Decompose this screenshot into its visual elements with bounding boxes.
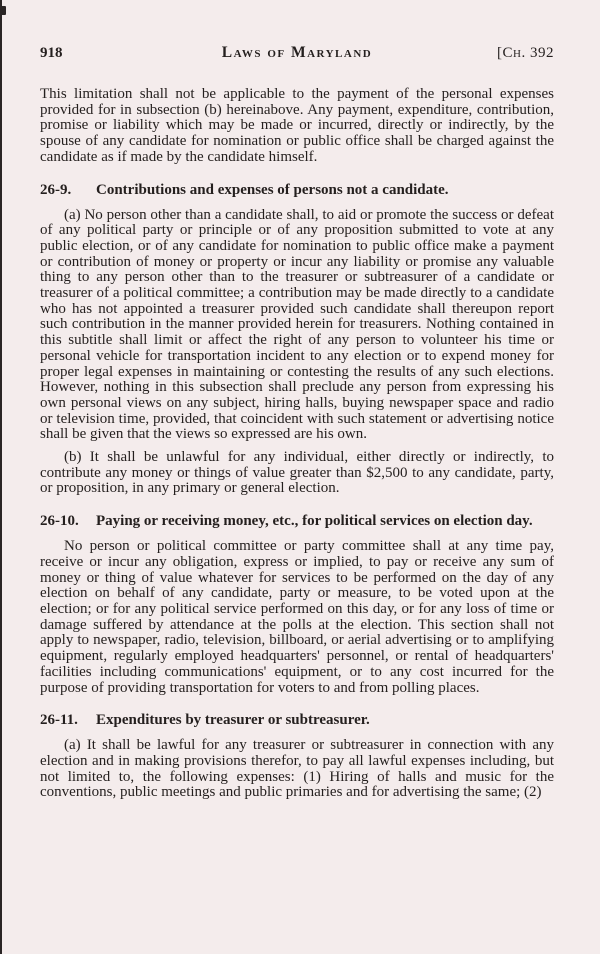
- scan-speck-artifact: [1, 6, 6, 15]
- paragraph: (b) It shall be unlawful for any individual, either directly or indirectly, to contribute any money or things of value greater than $2,500 to any candidate, party, or proposition, in any primary or general election.: [40, 449, 554, 497]
- section-heading-26-10: [40, 513, 554, 529]
- chapter-reference: [Ch. 392: [497, 45, 554, 61]
- paragraph: No person or political committee or party committee shall at any time pay, receive or incur any obligation, express or implied, to pay or receive any sum of money or thing of value whatever for services to be performed on the day of any election on behalf of any candidate, party or measure, to be voted upon at the election; or for any political service performed on this day, or for any loss of time or damage suffered by attendance at the polls at the election. This section shall not apply to newspaper, radio, television, billboard, or aerial advertising or to amplifying equipment, regularly employed headquarters' personnel, or rental of headquarters' facilities including communications' equipment, or to any cost incurred for the purpose of providing transportation for voters to and from polling places.: [40, 538, 554, 696]
- section-number: 26-11.: [40, 712, 78, 729]
- section-heading-26-11: [40, 712, 554, 728]
- running-title: Laws of Maryland: [221, 44, 373, 61]
- section-title: Paying or receiving money, etc., for political services on election day.: [96, 513, 533, 530]
- page-number: 918: [40, 45, 63, 61]
- section-number: 26-10.: [40, 513, 79, 530]
- section-heading-26-9: [40, 182, 554, 198]
- paragraph: (a) No person other than a candidate shall, to aid or promote the success or defeat of any political party or principle or of any proposition submitted to vote at any public election, or of any candidate for nomination to public office make a payment or contribution of money or property or incur any liability or promise any valuable thing to any person other than to the treasurer or subtreasurer of a candidate or treasurer of a political committee; a contribution may be made directly to a candidate who has not appointed a treasurer provided such candidate shall thereupon report such contribution in the manner provided herein for treasurers. Nothing contained in this subtitle shall limit or affect the right of any person to volunteer his time or personal vehicle for transportation incident to any election or to expend money for proper legal expenses in maintaining or contesting the results of any such elections. However, nothing in this subsection shall preclude any person from expressing his own personal views on any subject, hiring halls, buying newspaper space and radio or television time, provided, that coincident with such statement or advertising notice shall be given that the views so expressed are his own.: [40, 206, 554, 443]
- page-body: [40, 87, 554, 801]
- paragraph: (a) It shall be lawful for any treasurer or subtreasurer in connection with any election and in making provisions therefor, to pay all lawful expenses including, but not limited to, the following expenses: (1) Hiring of halls and music for the conventions, public meetings and public primaries and for advertising the same; (2): [40, 737, 554, 801]
- page-header: [40, 44, 554, 62]
- section-number: 26-9.: [40, 181, 72, 198]
- section-title: Expenditures by treasurer or subtreasurer.: [96, 712, 370, 729]
- scan-edge-artifact: [0, 0, 2, 954]
- paragraph-intro: This limitation shall not be applicable to the payment of the personal expenses provided for in subsection (b) hereinabove. Any payment, expenditure, contribution, promise or liability which may be made or incurred, directly or indirectly, by the spouse of any candidate for nomination or public office shall be charged against the candidate as if made by the candidate himself.: [40, 86, 554, 165]
- section-title: Contributions and expenses of persons not a candidate.: [96, 181, 449, 198]
